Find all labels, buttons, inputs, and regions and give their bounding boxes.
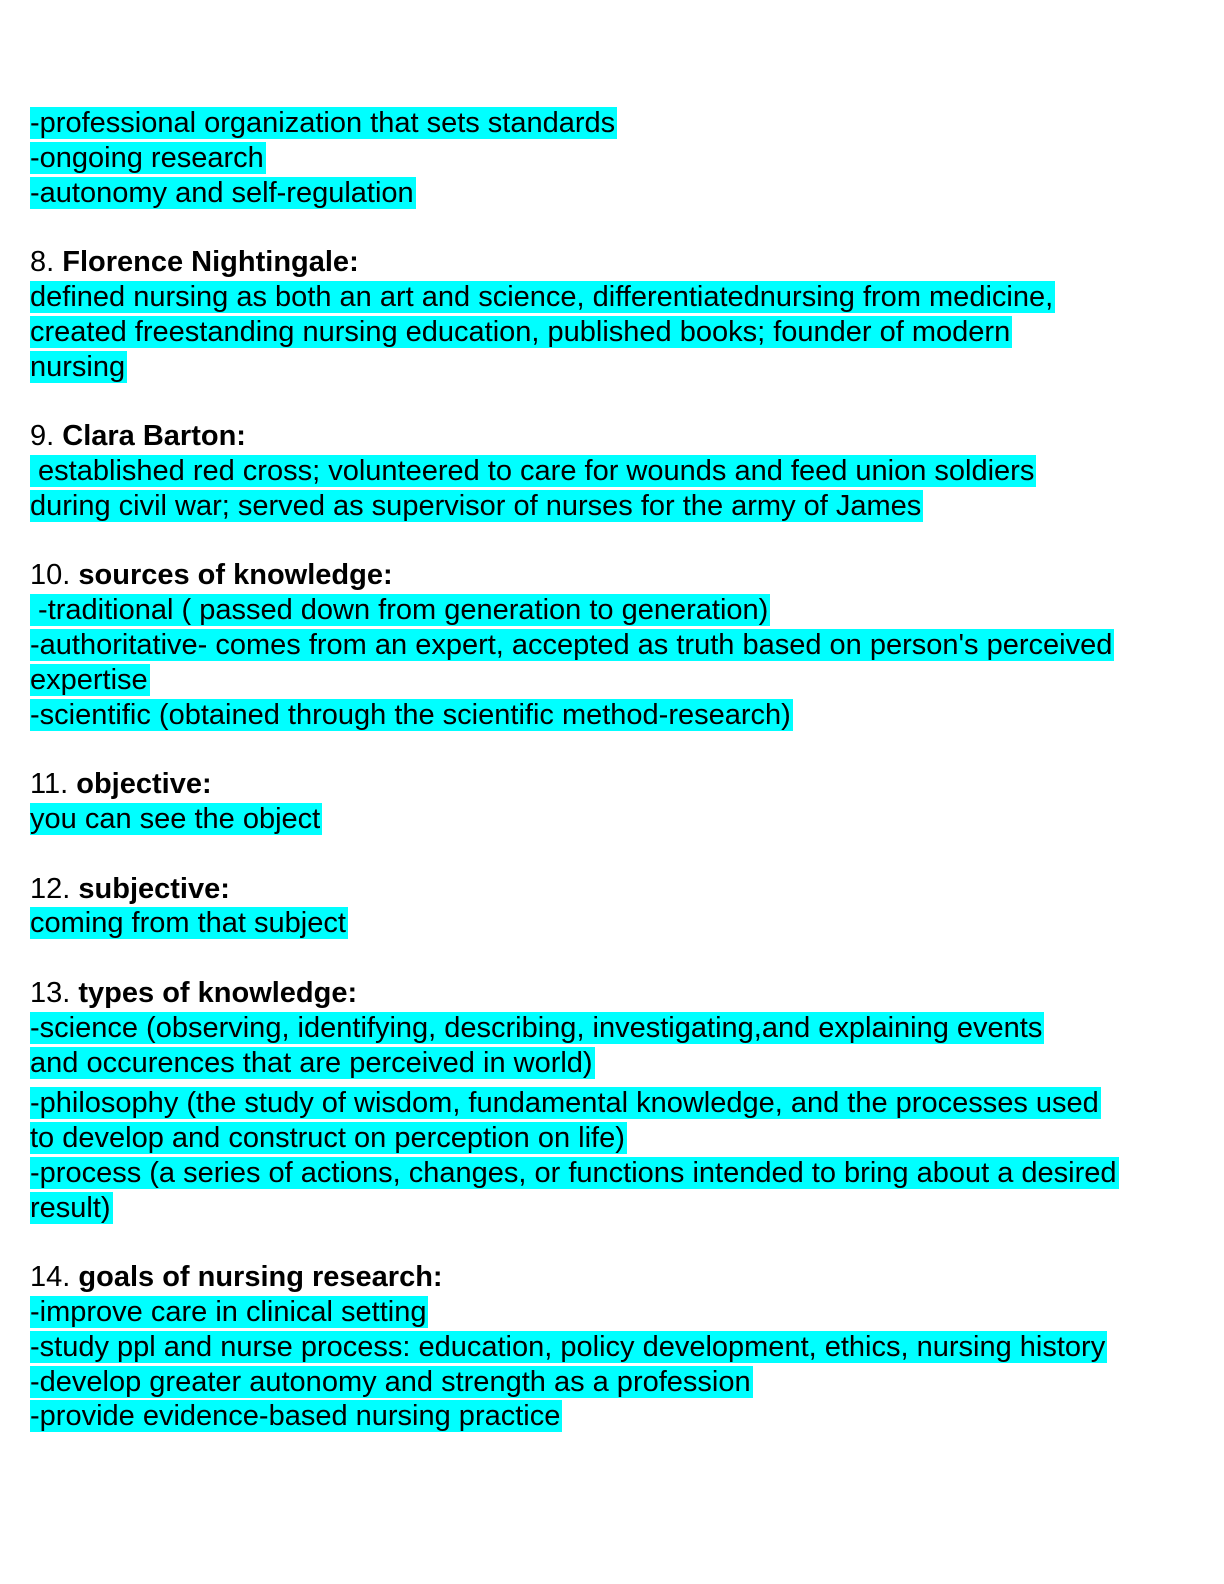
answer-line: -provide evidence-based nursing practice: [30, 1400, 561, 1433]
spacer: [30, 941, 1210, 976]
answer-line: -study ppl and nurse process: education, policy development, ethics, nursing history: [30, 1330, 1106, 1363]
answer-line: result): [30, 1191, 111, 1224]
item-number: 12.: [30, 872, 71, 905]
answer-line: -philosophy (the study of wisdom, fundamental knowledge, and the processes used: [30, 1087, 1099, 1120]
answer-line: and occurences that are perceived in world): [30, 1046, 593, 1079]
item-term: subjective:: [78, 872, 230, 905]
item-term: goals of nursing research:: [78, 1261, 443, 1294]
flashcard-item: [30, 872, 1210, 942]
flashcard-item: [30, 976, 1210, 1226]
answer-line: -scientific (obtained through the scientific method-research): [30, 698, 791, 731]
intro-block: [30, 106, 1210, 210]
spacer: [30, 524, 1210, 559]
item-heading: [30, 1260, 1210, 1295]
spacer: [30, 837, 1210, 872]
answer-line: defined nursing as both an art and science, differentiatednursing from medicine,: [30, 280, 1054, 313]
answer-line: -science (observing, identifying, describing, investigating,and explaining events: [30, 1011, 1043, 1044]
answer-line: established red cross; volunteered to care for wounds and feed union soldiers: [30, 454, 1035, 487]
answer-line: -develop greater autonomy and strength as a profession: [30, 1365, 751, 1398]
flashcard-item: [30, 1260, 1210, 1434]
answer-line: -process (a series of actions, changes, or functions intended to bring about a desired: [30, 1156, 1117, 1189]
answer-line: -ongoing research: [30, 141, 264, 174]
answer-line: -authoritative- comes from an expert, accepted as truth based on person's perceived: [30, 628, 1113, 661]
item-number: 14.: [30, 1261, 71, 1294]
answer-line: to develop and construct on perception on life): [30, 1122, 625, 1155]
item-term: types of knowledge:: [78, 976, 358, 1009]
flashcard-item: [30, 767, 1210, 837]
item-heading: [30, 767, 1210, 802]
answer-line: -professional organization that sets standards: [30, 107, 616, 139]
answer-line: nursing: [30, 350, 126, 383]
item-number: 13.: [30, 976, 71, 1009]
item-heading: [30, 419, 1210, 454]
flashcard-item: [30, 245, 1210, 384]
answer-line: created freestanding nursing education, published books; founder of modern: [30, 315, 1011, 348]
document-page: [30, 106, 1210, 1434]
item-number: 11.: [30, 768, 69, 801]
item-term: sources of knowledge:: [78, 559, 393, 592]
answer-line: -traditional ( passed down from generation to generation): [30, 594, 769, 627]
flashcard-item: [30, 558, 1210, 732]
answer-line: during civil war; served as supervisor of nurses for the army of James: [30, 489, 922, 522]
answer-line: expertise: [30, 663, 148, 696]
flashcard-item: [30, 419, 1210, 523]
item-number: 9.: [30, 420, 55, 453]
item-heading: [30, 976, 1210, 1011]
item-number: 10.: [30, 559, 71, 592]
item-heading: [30, 558, 1210, 593]
spacer: [30, 210, 1210, 245]
item-heading: [30, 872, 1210, 907]
spacer: [30, 1226, 1210, 1261]
item-term: Florence Nightingale:: [62, 246, 359, 279]
item-heading: [30, 245, 1210, 280]
spacer: [30, 732, 1210, 767]
answer-line: coming from that subject: [30, 907, 346, 940]
item-number: 8.: [30, 246, 55, 279]
answer-line: -improve care in clinical setting: [30, 1296, 427, 1329]
item-term: objective:: [76, 768, 212, 801]
spacer: [30, 384, 1210, 419]
item-term: Clara Barton:: [62, 420, 246, 453]
answer-line: you can see the object: [30, 802, 321, 835]
answer-line: -autonomy and self-regulation: [30, 176, 414, 209]
